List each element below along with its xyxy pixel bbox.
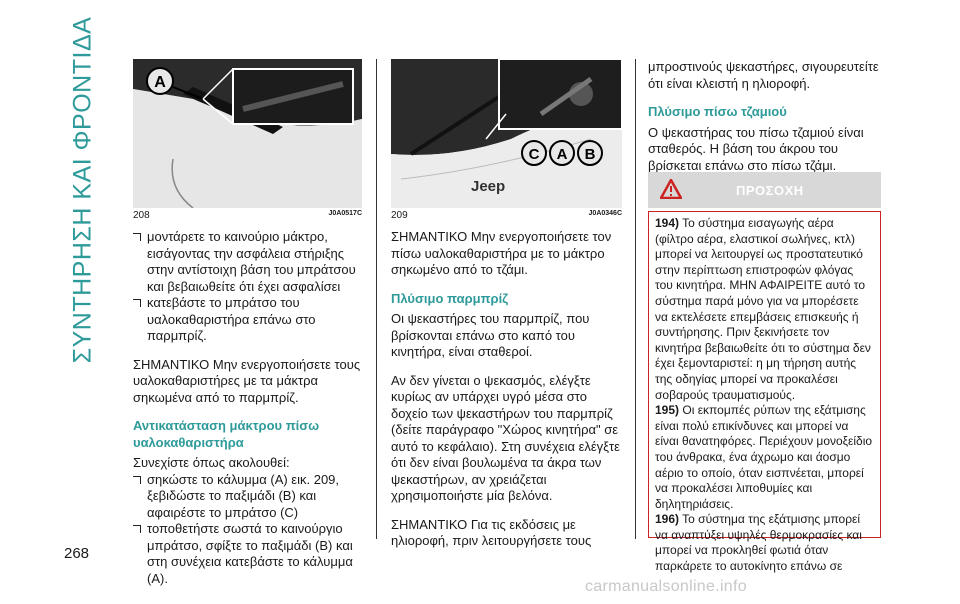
paragraph: μπροστινούς ψεκαστήρες, σιγουρευτείτε ότι είναι κλειστή η ηλιοροφή.: [648, 59, 879, 91]
list-item: σηκώστε το κάλυμμα (A) εικ. 209, ξεβιδώστε το παξιμάδι (B) και αφαιρέστε το μπράτσο (C): [133, 472, 365, 522]
column-2: [391, 229, 623, 562]
figure-number: 209: [391, 210, 408, 221]
section-heading: Αντικατάσταση μάκτρου πίσω υαλοκαθαριστήρα: [133, 418, 320, 450]
important-note: ΣΗΜΑΝΤΙΚΟ Μην ενεργοποιήσετε τους υαλοκαθαριστήρες με τα μάκτρα σηκωμένα από το παρμπρίζ.: [133, 356, 361, 405]
column-1: [133, 229, 365, 599]
section-heading: Πλύσιμο πίσω τζαμιού: [648, 104, 787, 119]
list-item: μοντάρετε το καινούριο μάκτρο, εισάγοντας την ασφάλεια στήριξης στην αντίστοιχη βάση του μπράτσου και βεβαιωθείτε ότι έχει ασφαλίσει: [133, 229, 365, 295]
section-heading: Πλύσιμο παρμπρίζ: [391, 290, 509, 306]
warning-triangle-icon: [660, 179, 682, 199]
warning-item: 196) Το σύστημα της εξάτμισης μπορεί να αναπτύξει υψηλές θερμοκρασίες και μπορεί να προκληθεί φωτιά όταν παρκάρετε το αυτοκίνητο επάνω σε: [655, 512, 862, 574]
figure-209-caption: [391, 210, 622, 221]
paragraph: Οι ψεκαστήρες του παρμπρίζ, που βρίσκονται επάνω στο καπό του κινητήρα, είναι σταθεροί.: [391, 311, 590, 359]
section-title: ΣΥΝΤΗΡΗΣΗ ΚΑΙ ΦΡΟΝΤΙΔΑ: [68, 16, 97, 364]
warning-label: ΠΡΟΣΟΧΗ: [736, 183, 804, 198]
paragraph: Ο ψεκαστήρας του πίσω τζαμιού είναι σταθερός. Η βάση του άκρου του βρίσκεται επάνω στο πίσω τζάμι.: [648, 124, 864, 173]
callout-a: A: [556, 146, 568, 163]
column-divider: [635, 59, 636, 539]
figure-code: J0A0517C: [328, 210, 362, 217]
figure-208-caption: [133, 210, 362, 221]
column-3: [648, 59, 881, 186]
watermark: carmanualsonline.info: [585, 578, 747, 595]
warning-item: 194) Το σύστημα εισαγωγής αέρα (φίλτρο αέρα, ελαστικοί σωλήνες, κτλ) μπορεί να λειτουργεί ως προστατευτικό στην περίπτωση επιστροφών φλόγας του κινητήρα. ΜΗΝ ΑΦΑΙΡΕΙΤΕ αυτό το σύστημα παρά μόνο για να μπορέσετε να εκτελέσετε επεμβάσεις επισκευής ή συντήρησης. Πριν ξεκινήσετε τον κινητήρα βεβαιωθείτε ότι το σύστημα δεν έχει ξεμονταριστεί: η μη τήρηση αυτής της οδηγίας μπορεί να προκαλέσει σοβαρούς τραυματισμούς.: [655, 216, 871, 402]
figure-number: 208: [133, 210, 150, 221]
list-item: κατεβάστε το μπράτσο του υαλοκαθαριστήρα επάνω στο παρμπρίζ.: [133, 295, 365, 345]
list-item: τοποθετήστε σωστά το καινούργιο μπράτσο, σφίξτε το παξιμάδι (B) και στη συνέχεια κατεβάστε το κάλυμμα (A).: [133, 521, 365, 587]
figure-208-image: [133, 59, 362, 208]
warning-item: 195) Οι εκπομπές ρύπων της εξάτμισης είναι πολύ επικίνδυνες και μπορεί να είναι θανατηφόρες. Περιέχουν μονοξείδιο του άνθρακα, ένα άχρωμο και άοσμο αέριο το οποίο, όταν εισπνέεται, μπορεί να προκαλέσει λιποθυμίες και δηλητηριάσεις.: [655, 403, 873, 511]
warning-header: [648, 172, 881, 208]
important-note: ΣΗΜΑΝΤΙΚΟ Για τις εκδόσεις με ηλιοροφή, πριν λειτουργήσετε τους: [391, 516, 592, 548]
callout-c: C: [528, 146, 540, 163]
jeep-badge: Jeep: [471, 178, 506, 195]
column-divider: [376, 59, 377, 539]
paragraph: Αν δεν γίνεται ο ψεκασμός, ελέγξτε κυρίως αν υπάρχει υγρό μέσα στο δοχείο των ψεκαστήρων του παρμπρίζ (δείτε παράγραφο "Χώρος κινητήρα" σε αυτό το κεφάλαιο). Στη συνέχεια ελέγξτε ότι δεν είναι βουλωμένα τα άκρα των ψεκαστήρων, αν χρειάζεται χρησιμοποιήστε μία βελόνα.: [391, 372, 620, 503]
page-number: 268: [64, 545, 90, 562]
figure-209-image: [391, 59, 622, 208]
callout-a: A: [154, 74, 166, 91]
paragraph: Συνεχίστε όπως ακολουθεί:: [133, 455, 290, 470]
figure-code: J0A0346C: [588, 210, 622, 217]
warning-body: [648, 211, 881, 574]
callout-b: B: [584, 146, 596, 163]
important-note: ΣΗΜΑΝΤΙΚΟ Μην ενεργοποιήσετε τον πίσω υαλοκαθαριστήρα με το μάκτρο σηκωμένο από το τζάμι.: [391, 229, 612, 277]
